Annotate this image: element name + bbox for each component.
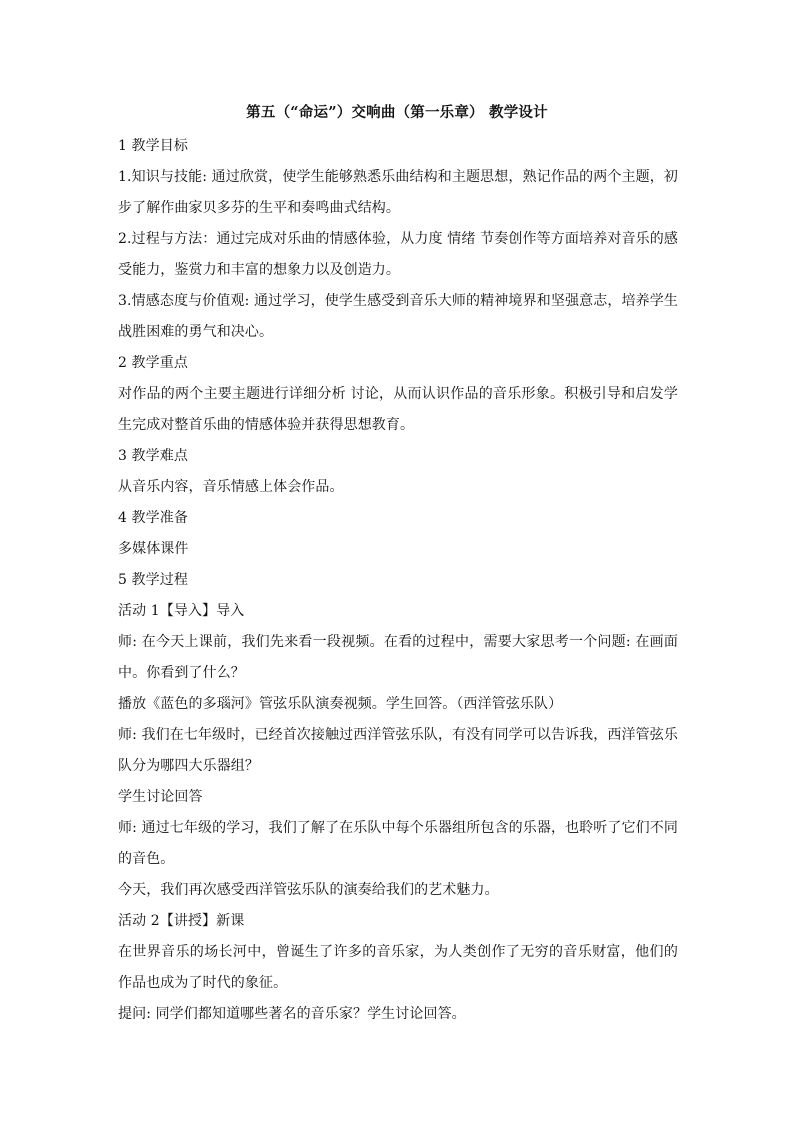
paragraph-knowledge-skills: 1.知识与技能: 通过欣赏，使学生能够熟悉乐曲结构和主题思想，熟记作品的两个主题，初步了解作曲家贝多芬的生平和奏鸣曲式结构。: [118, 169, 678, 216]
paragraph-music-history: 在世界音乐的场长河中，曾诞生了许多的音乐家，为人类创作了无穷的音乐财富，他们的作品也成为了时代的象征。: [118, 944, 678, 991]
paragraph-teacher-review: 师: 通过七年级的学习，我们了解了在乐队中每个乐器组所包含的乐器，也聆听了它们不同的音色。: [118, 820, 678, 867]
paragraph-preparation: 多媒体课件: [118, 541, 189, 557]
activity-heading-intro: 活动 1【导入】导入: [118, 603, 245, 619]
document-title: 第五（“命运”）交响曲（第一乐章） 教学设计: [246, 104, 548, 121]
section-heading-difficulties: 3 教学难点: [118, 448, 188, 464]
section-heading-preparation: 4 教学准备: [118, 510, 188, 526]
paragraph-today: 今天，我们再次感受西洋管弦乐队的演奏给我们的艺术魅力。: [118, 882, 499, 898]
paragraph-question-musicians: 提问: 同学们都知道哪些著名的音乐家？学生讨论回答。: [118, 1006, 466, 1022]
section-heading-objectives: 1 教学目标: [118, 138, 188, 154]
section-heading-process: 5 教学过程: [118, 572, 188, 588]
paragraph-teacher-question-1: 师: 在今天上课前，我们先来看一段视频。在看的过程中，需要大家思考一个问题: 在画面中。你看到了什么？: [118, 634, 678, 681]
paragraph-process-methods: 2.过程与方法：通过完成对乐曲的情感体验，从力度 情绪 节奏创作等方面培养对音乐的感受能力，鉴赏力和丰富的想象力以及创造力。: [118, 231, 678, 278]
section-heading-key-points: 2 教学重点: [118, 355, 188, 371]
paragraph-play-video: 播放《蓝色的多瑙河》管弦乐队演奏视频。学生回答。（西洋管弦乐队）: [118, 696, 563, 712]
document-body: [118, 131, 678, 1030]
activity-heading-lecture: 活动 2【讲授】新课: [118, 913, 245, 929]
paragraph-teacher-question-2: 师: 我们在七年级时，已经首次接触过西洋管弦乐队，有没有同学可以告诉我，西洋管弦乐队分为哪四大乐器组？: [118, 727, 678, 774]
paragraph-student-discussion: 学生讨论回答: [118, 789, 203, 805]
paragraph-difficulties: 从音乐内容，音乐情感上体会作品。: [118, 479, 344, 495]
paragraph-attitude-values: 3.情感态度与价值观: 通过学习，使学生感受到音乐大师的精神境界和坚强意志，培养学生战胜困难的勇气和决心。: [118, 293, 678, 340]
paragraph-key-points: 对作品的两个主要主题进行详细分析 讨论，从而认识作品的音乐形象。积极引导和启发学生完成对整首乐曲的情感体验并获得思想教育。: [118, 386, 678, 433]
